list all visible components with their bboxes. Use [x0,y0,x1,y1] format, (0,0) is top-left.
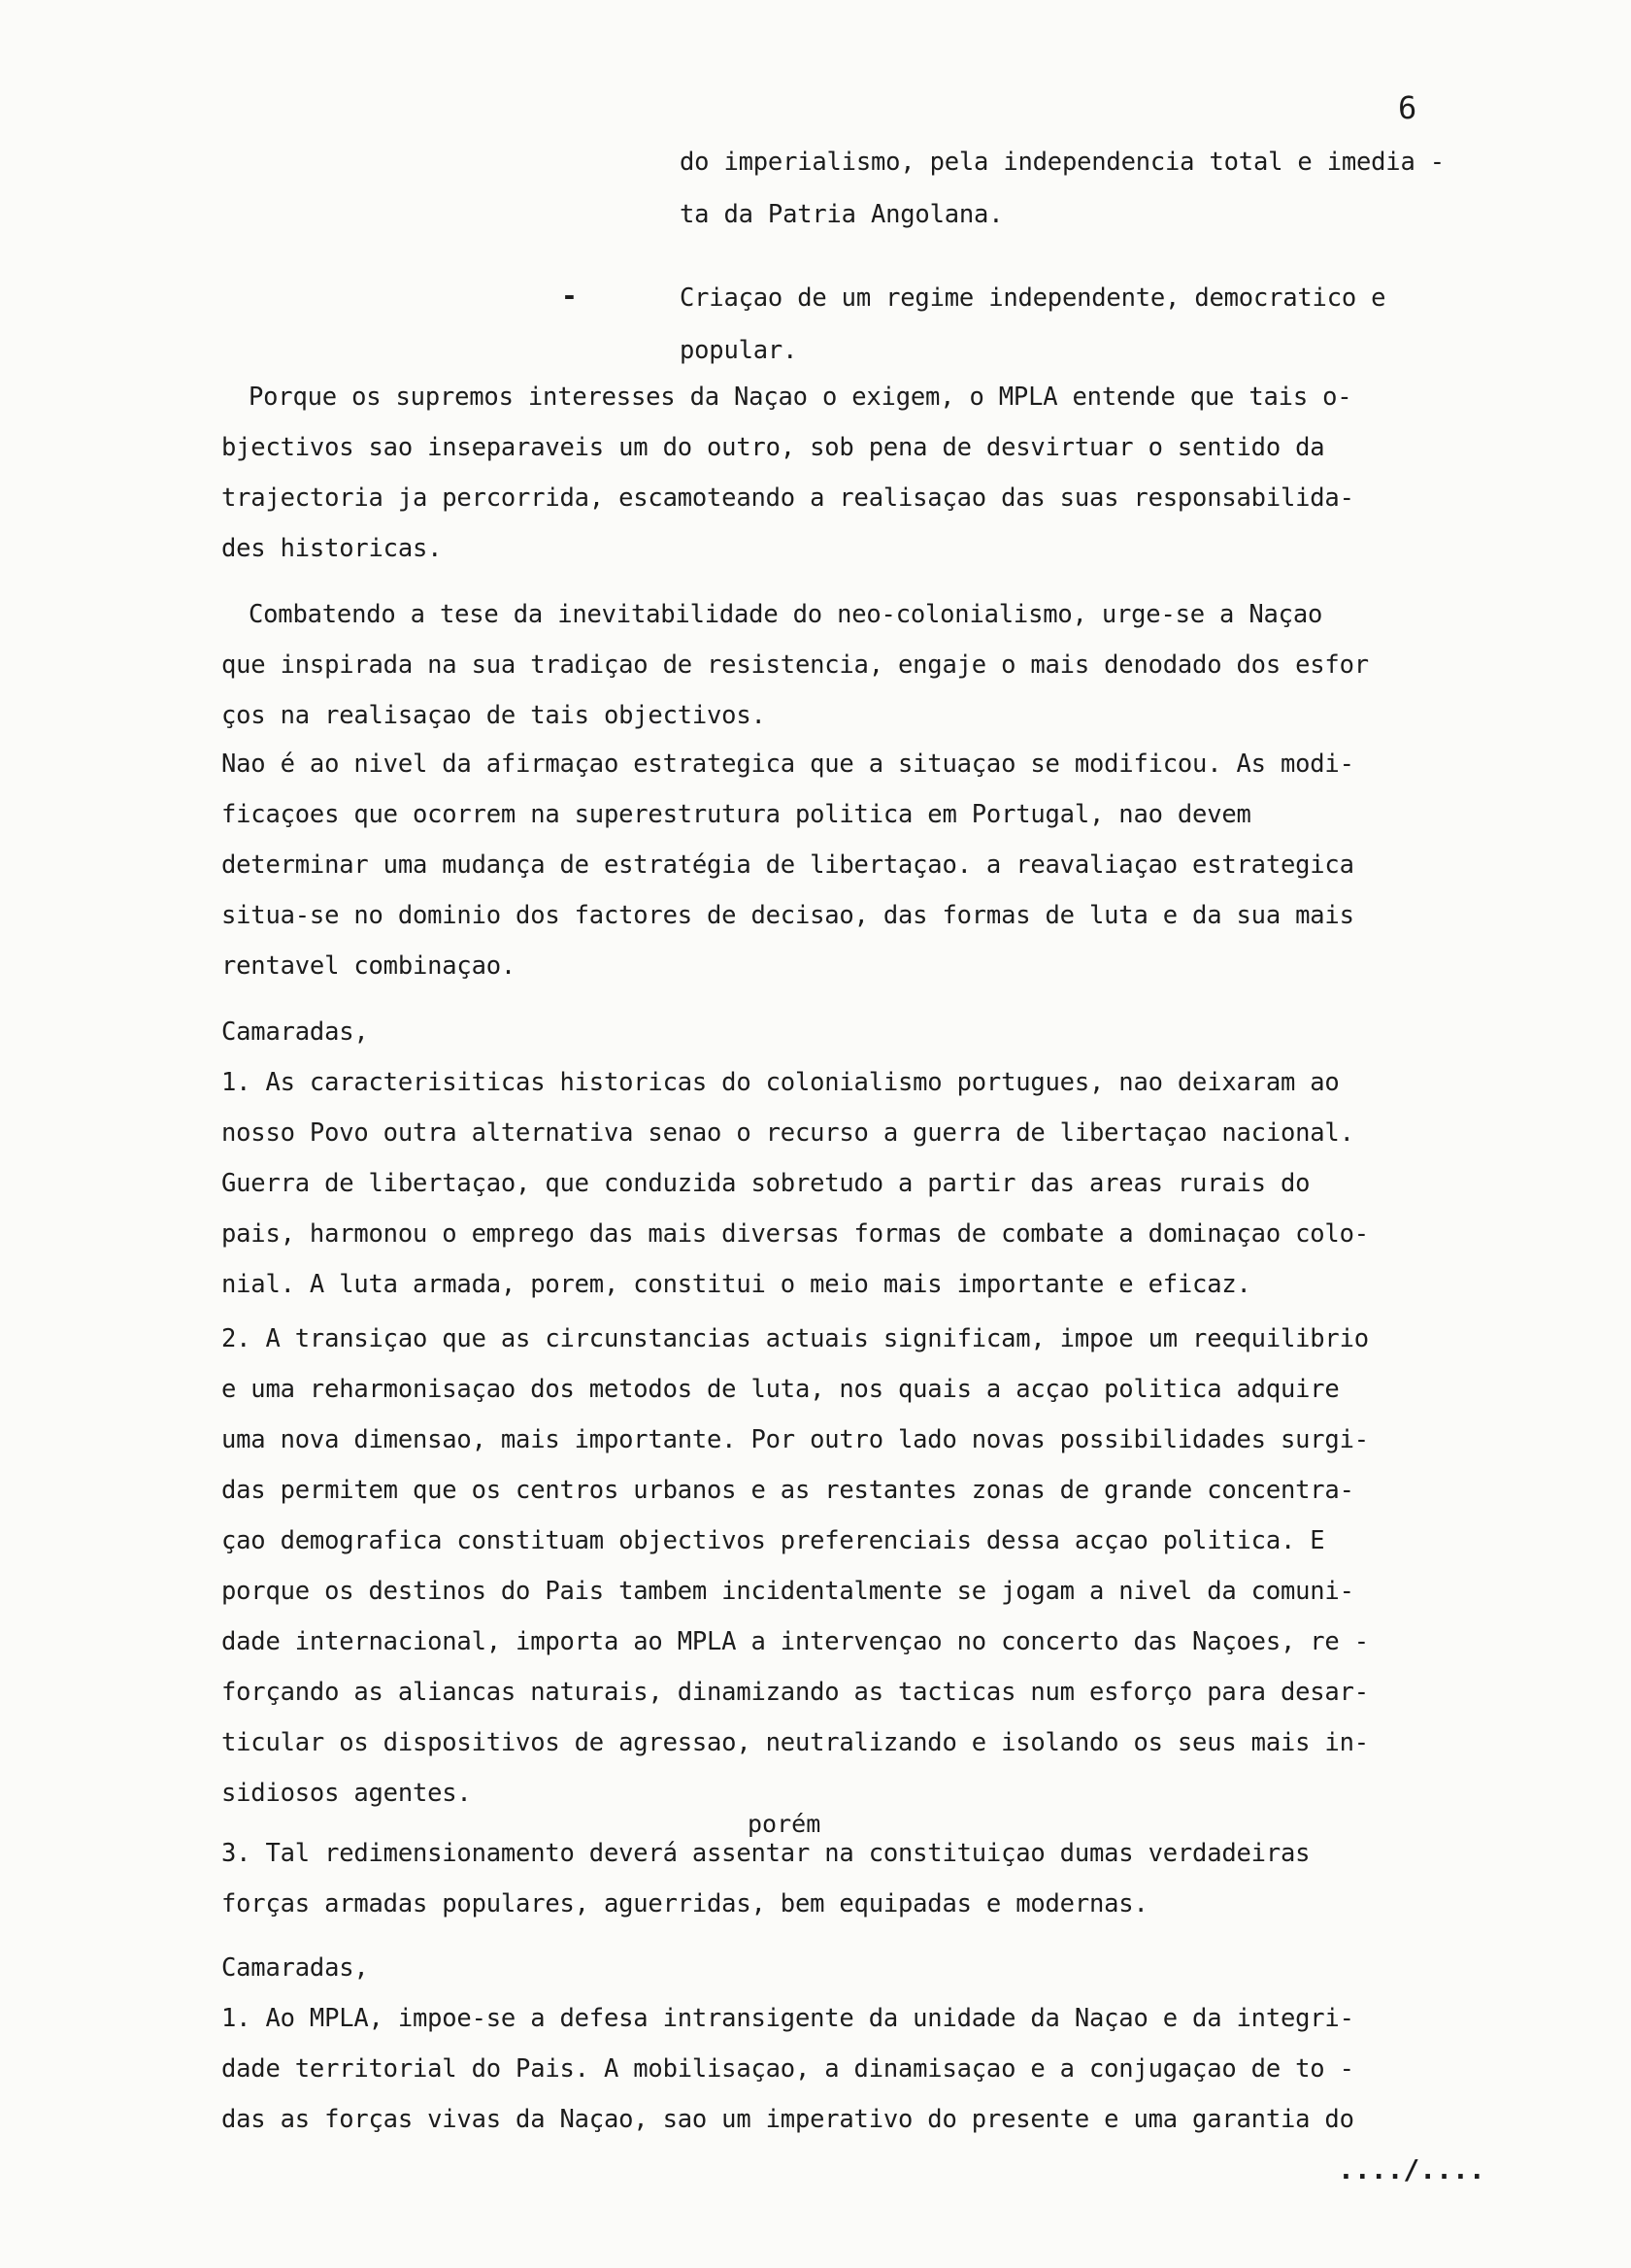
text-line: ticular os dispositivos de agressao, neutralizando e isolando os seus mais in- [221,1728,1369,1757]
text-line: das as forças vivas da Naçao, sao um imperativo do presente e uma garantia do [221,2105,1354,2134]
text-line: porque os destinos do Pais tambem incidentalmente se jogam a nivel da comuni- [221,1577,1354,1606]
handwritten-insertion: porém [748,1810,821,1838]
text-line: Combatendo a tese da inevitabilidade do neo-colonialismo, urge-se a Naçao [249,600,1323,629]
text-line: des historicas. [221,534,443,563]
text-line: nial. A luta armada, porem, constitui o meio mais importante e eficaz. [221,1270,1251,1299]
text-line: determinar uma mudança de estratégia de libertaçao. a reavaliaçao estrategica [221,850,1354,880]
text-line: Guerra de libertaçao, que conduzida sobretudo a partir das areas rurais do [221,1169,1311,1198]
text-line: 3. Tal redimensionamento deverá assentar na constituiçao dumas verdadeiras [221,1839,1311,1868]
text-line: que inspirada na sua tradiçao de resistencia, engaje o mais denodado dos esfor [221,650,1369,680]
text-line: 1. Ao MPLA, impoe-se a defesa intransigente da unidade da Naçao e da integri- [221,2004,1354,2033]
text-line: nosso Povo outra alternativa senao o recurso a guerra de libertaçao nacional. [221,1118,1354,1148]
salutation: Camaradas, [221,1017,369,1047]
text-line: 1. As caracterisiticas historicas do colonialismo portugues, nao deixaram ao [221,1068,1340,1097]
text-line: Criaçao de um regime independente, democratico e [680,284,1386,313]
text-line: forças armadas populares, aguerridas, bem equipadas e modernas. [221,1889,1148,1918]
list-dash-marker: - [561,280,578,312]
text-line: çao demografica constituam objectivos preferenciais dessa acçao politica. E [221,1526,1325,1555]
text-line: popular. [680,336,798,365]
text-line: Porque os supremos interesses da Naçao o exigem, o MPLA entende que tais o- [249,383,1352,412]
text-line: 2. A transiçao que as circunstancias actuais significam, impoe um reequilibrio [221,1324,1369,1353]
text-line: do imperialismo, pela independencia total e imedia - [680,148,1445,177]
text-line: uma nova dimensao, mais importante. Por outro lado novas possibilidades surgi- [221,1425,1369,1454]
text-line: ta da Patria Angolana. [680,200,1004,229]
text-line: pais, harmonou o emprego das mais diversas formas de combate a dominaçao colo- [221,1219,1369,1249]
text-line: e uma reharmonisaçao dos metodos de luta, nos quais a acçao politica adquire [221,1375,1340,1404]
text-line: trajectoria ja percorrida, escamoteando a realisaçao das suas responsabilida- [221,484,1354,513]
text-line: sidiosos agentes. [221,1779,472,1808]
text-line: Nao é ao nivel da afirmaçao estrategica que a situaçao se modificou. As modi- [221,750,1354,779]
text-line: forçando as aliancas naturais, dinamizando as tacticas num esforço para desar- [221,1678,1369,1707]
continuation-mark: ..../.... [1338,2153,1485,2185]
text-line: rentavel combinaçao. [221,951,516,981]
text-line: ços na realisaçao de tais objectivos. [221,701,766,730]
text-line: situa-se no dominio dos factores de decisao, das formas de luta e da sua mais [221,901,1354,930]
text-line: ficaçoes que ocorrem na superestrutura politica em Portugal, nao devem [221,800,1251,829]
text-line: dade internacional, importa ao MPLA a intervençao no concerto das Naçoes, re - [221,1627,1369,1656]
salutation: Camaradas, [221,1953,369,1983]
text-line: bjectivos sao inseparaveis um do outro, sob pena de desvirtuar o sentido da [221,433,1325,462]
page-number: 6 [1398,89,1417,126]
text-line: das permitem que os centros urbanos e as restantes zonas de grande concentra- [221,1476,1354,1505]
text-line: dade territorial do Pais. A mobilisaçao, a dinamisaçao e a conjugaçao de to - [221,2054,1354,2084]
